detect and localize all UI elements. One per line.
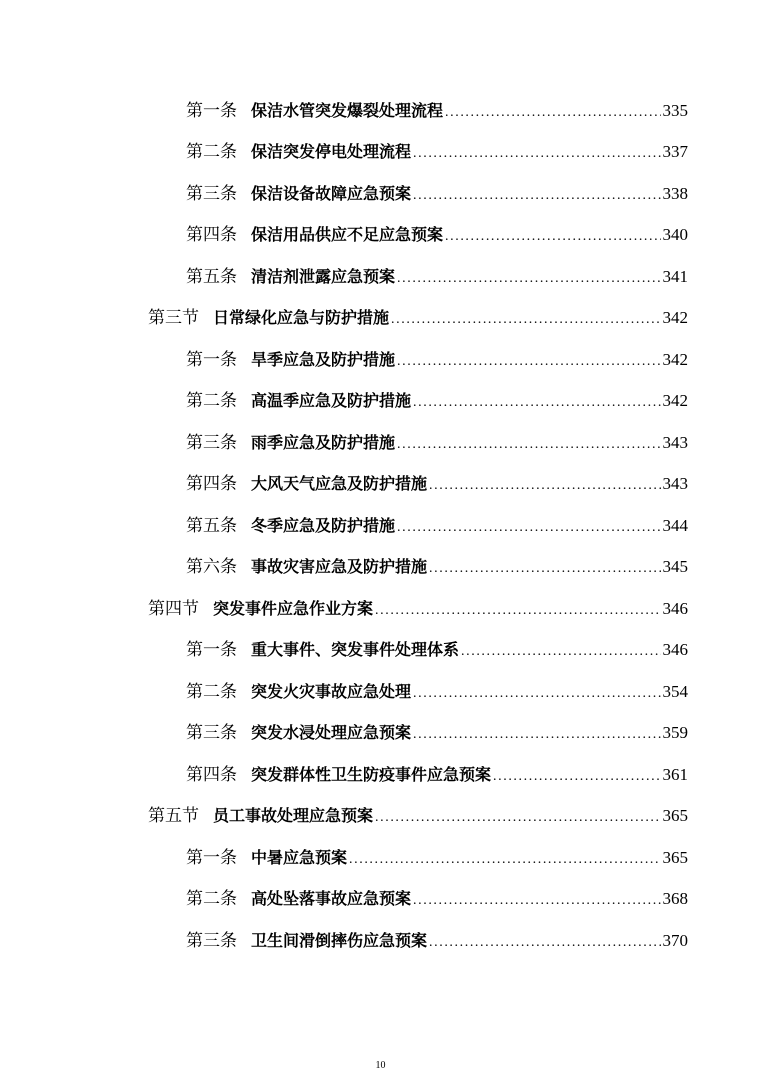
toc-entry-number: 第四条 (186, 225, 237, 246)
toc-entry-number: 第五节 (148, 806, 199, 827)
toc-leader-dots (349, 853, 660, 867)
toc-entry-title: 事故灾害应急及防护措施 (251, 557, 428, 577)
toc-entry[interactable] (0, 837, 761, 879)
toc-entry-page: 365 (662, 806, 688, 826)
toc-entry-page: 337 (662, 142, 688, 162)
toc-leader-dots (493, 770, 660, 784)
toc-entry-number: 第二条 (186, 681, 237, 702)
toc-section-entry[interactable] (0, 796, 761, 838)
toc-entry-page: 338 (662, 183, 688, 203)
toc-entry-title: 卫生间滑倒摔伤应急预案 (251, 930, 428, 950)
toc-entry-number: 第三条 (186, 930, 237, 951)
toc-leader-dots (375, 811, 660, 825)
toc-entry-title: 旱季应急及防护措施 (251, 349, 396, 369)
toc-entry[interactable] (0, 630, 761, 672)
toc-entry-title: 中暑应急预案 (251, 847, 348, 867)
toc-entry-page: 368 (662, 889, 688, 909)
toc-entry-title: 保洁用品供应不足应急预案 (251, 225, 444, 245)
toc-entry-page: 370 (662, 930, 688, 950)
toc-entry-page: 365 (662, 847, 688, 867)
toc-section-entry[interactable] (0, 588, 761, 630)
toc-leader-dots (397, 438, 660, 452)
toc-entry[interactable] (0, 879, 761, 921)
toc-entry[interactable] (0, 422, 761, 464)
page-number: 10 (375, 1060, 386, 1071)
toc-entry-number: 第六条 (186, 557, 237, 578)
toc-entry-page: 335 (662, 100, 688, 120)
toc-entry-number: 第五条 (186, 515, 237, 536)
toc-entry-page: 343 (662, 432, 688, 452)
toc-entry-number: 第三节 (148, 308, 199, 329)
toc-leader-dots (413, 189, 660, 203)
toc-entry-title: 大风天气应急及防护措施 (251, 474, 428, 494)
toc-entry-page: 345 (662, 557, 688, 577)
toc-entry-title: 保洁突发停电处理流程 (251, 142, 412, 162)
toc-leader-dots (375, 604, 660, 618)
toc-entry-title: 雨季应急及防护措施 (251, 432, 396, 452)
toc-entry-title: 员工事故处理应急预案 (213, 806, 374, 826)
toc-entry-title: 清洁剂泄露应急预案 (251, 266, 396, 286)
toc-entry-page: 346 (662, 598, 688, 618)
toc-entry-number: 第二条 (186, 142, 237, 163)
toc-leader-dots (397, 272, 660, 286)
toc-entry[interactable] (0, 90, 761, 132)
toc-leader-dots (397, 355, 660, 369)
toc-entry-page: 359 (662, 723, 688, 743)
toc-entry-title: 高处坠落事故应急预案 (251, 889, 412, 909)
toc-entry[interactable] (0, 754, 761, 796)
toc-leader-dots (461, 645, 660, 659)
toc-entry-title: 突发火灾事故应急处理 (251, 681, 412, 701)
table-of-contents (0, 90, 761, 962)
toc-entry-title: 高温季应急及防护措施 (251, 391, 412, 411)
toc-entry[interactable] (0, 173, 761, 215)
toc-entry-title: 突发水浸处理应急预案 (251, 723, 412, 743)
toc-entry-number: 第五条 (186, 266, 237, 287)
toc-entry[interactable] (0, 920, 761, 962)
toc-entry-page: 342 (662, 308, 688, 328)
toc-leader-dots (429, 562, 660, 576)
toc-entry[interactable] (0, 215, 761, 257)
toc-section-entry[interactable] (0, 298, 761, 340)
toc-entry-page: 342 (662, 349, 688, 369)
toc-entry-page: 346 (662, 640, 688, 660)
toc-leader-dots (413, 687, 660, 701)
toc-entry-title: 突发群体性卫生防疫事件应急预案 (251, 764, 492, 784)
toc-leader-dots (413, 728, 660, 742)
toc-entry-number: 第一条 (186, 349, 237, 370)
toc-entry-number: 第四节 (148, 598, 199, 619)
toc-entry[interactable] (0, 547, 761, 589)
toc-leader-dots (445, 230, 660, 244)
toc-entry-title: 重大事件、突发事件处理体系 (251, 640, 460, 660)
toc-entry[interactable] (0, 256, 761, 298)
toc-entry-number: 第三条 (186, 432, 237, 453)
toc-entry-page: 340 (662, 225, 688, 245)
toc-entry[interactable] (0, 132, 761, 174)
toc-entry-page: 342 (662, 391, 688, 411)
toc-leader-dots (445, 106, 660, 120)
toc-entry-number: 第二条 (186, 391, 237, 412)
toc-entry-number: 第四条 (186, 764, 237, 785)
toc-leader-dots (397, 521, 660, 535)
toc-entry-number: 第二条 (186, 889, 237, 910)
toc-leader-dots (429, 479, 660, 493)
toc-entry[interactable] (0, 464, 761, 506)
toc-entry-page: 361 (662, 764, 688, 784)
toc-entry-page: 341 (662, 266, 688, 286)
toc-leader-dots (413, 147, 660, 161)
toc-entry[interactable] (0, 505, 761, 547)
toc-entry[interactable] (0, 381, 761, 423)
toc-entry-title: 日常绿化应急与防护措施 (213, 308, 390, 328)
toc-entry-number: 第一条 (186, 640, 237, 661)
toc-entry-number: 第一条 (186, 100, 237, 121)
toc-leader-dots (391, 313, 660, 327)
toc-entry-number: 第三条 (186, 183, 237, 204)
toc-entry-number: 第三条 (186, 723, 237, 744)
toc-entry[interactable] (0, 713, 761, 755)
toc-leader-dots (413, 894, 660, 908)
toc-entry-title: 保洁水管突发爆裂处理流程 (251, 100, 444, 120)
toc-entry-title: 突发事件应急作业方案 (213, 598, 374, 618)
toc-entry-page: 354 (662, 681, 688, 701)
toc-entry[interactable] (0, 671, 761, 713)
toc-entry-page: 344 (662, 515, 688, 535)
toc-entry-number: 第四条 (186, 474, 237, 495)
toc-leader-dots (429, 936, 660, 950)
toc-entry-number: 第一条 (186, 847, 237, 868)
toc-entry-title: 冬季应急及防护措施 (251, 515, 396, 535)
toc-entry-page: 343 (662, 474, 688, 494)
toc-leader-dots (413, 396, 660, 410)
toc-entry-title: 保洁设备故障应急预案 (251, 183, 412, 203)
toc-entry[interactable] (0, 339, 761, 381)
